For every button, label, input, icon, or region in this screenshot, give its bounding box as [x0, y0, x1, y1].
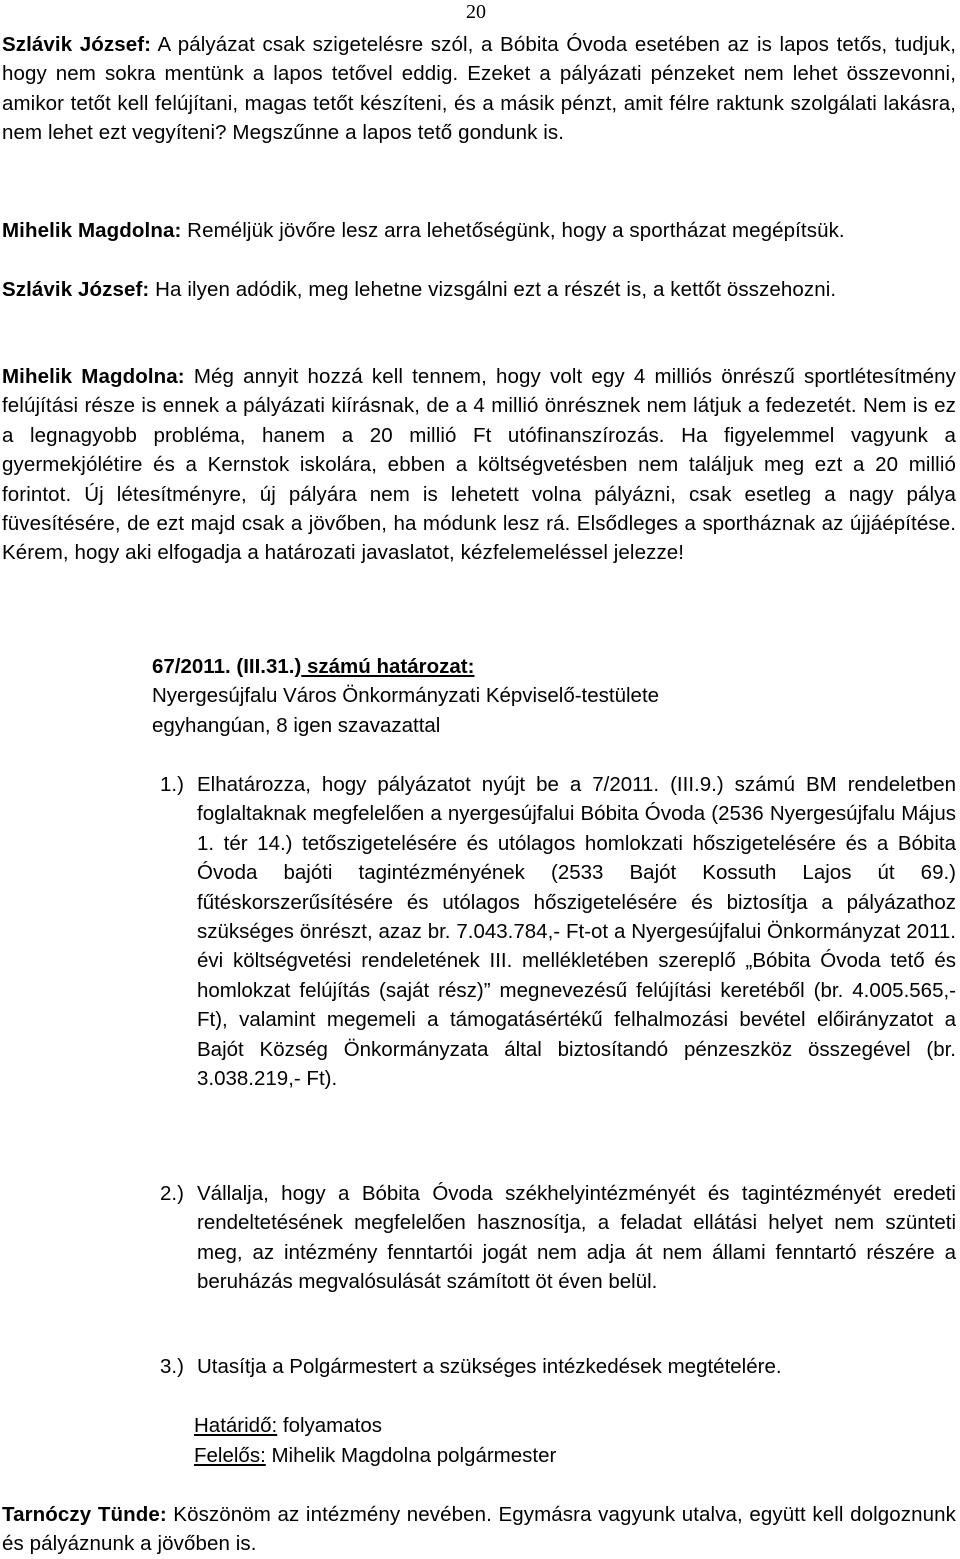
decision-item-2: [160, 1179, 956, 1297]
paragraph-mihelik-1: [2, 216, 956, 245]
speaker-name: Szlávik József:: [2, 33, 152, 56]
paragraph-tarnoczy: [2, 1500, 956, 1559]
responsible-label: Felelős:: [194, 1444, 266, 1467]
paragraph-szlavik-1: [2, 30, 956, 148]
paragraph-text: Még annyit hozzá kell tennem, hogy volt egy 4 milliós önrészű sportlétesítmény felújítási része is ennek a pályázati kiírásnak, de a 4 millió önrésznek nem látjuk a fedezetét. Nem is ez a legnagyobb probléma, hanem a 20 millió Ft utófinanszírozás. Ha figyelemmel vagyunk a gyermekjólétire és a Kernstok iskolára, ebben a költségvetésben nem találjuk meg ezt a 20 millió forintot. Új létesítményre, új pályára nem is lehetett volna pályázni, csak esetleg a nagy pálya füvesítésére, de ezt majd csak a jövőben, ha módunk lesz rá. Elsődleges a sportháznak az újjáépítése. Kérem, hogy aki elfogadja a határozati javaslatot, kézfelemeléssel jelezze!: [2, 365, 956, 565]
item-text: Utasítja a Polgármestert a szükséges intézkedések megtételére.: [197, 1355, 782, 1378]
decision-item-1: [160, 770, 956, 1093]
speaker-name: Mihelik Magdolna:: [2, 365, 185, 388]
speaker-name: Mihelik Magdolna:: [2, 219, 182, 242]
paragraph-szlavik-2: [2, 275, 956, 304]
decision-number: 67/2011. (III.31.): [152, 655, 302, 678]
paragraph-text: Köszönöm az intézmény nevében. Egymásra vagyunk utalva, együtt kell dolgoznunk és pályáznunk a jövőben is.: [2, 1503, 956, 1556]
responsible-line: [194, 1441, 894, 1470]
paragraph-mihelik-2: [2, 362, 956, 568]
deadline-value: folyamatos: [277, 1414, 383, 1437]
item-number: 1.): [160, 773, 184, 796]
item-text: Vállalja, hogy a Bóbita Óvoda székhelyintézményét és tagintézményét eredeti rendeltetésének megfelelően hasznosítja, a feladat ellátási helyet nem szünteti meg, az intézmény fenntartói jogát nem adja át nem állami fenntartó részére a beruházás megvalósulását számított öt éven belül.: [197, 1182, 956, 1294]
deadline-line: [194, 1411, 894, 1440]
item-number: 2.): [160, 1182, 184, 1205]
decision-item-3: [160, 1352, 956, 1381]
decision-label: számú határozat:: [301, 655, 475, 678]
decision-body: Nyergesújfalu Város Önkormányzati Képviselő-testülete: [152, 684, 660, 708]
speaker-name: Tarnóczy Tünde:: [2, 1503, 167, 1526]
page-number: 20: [466, 1, 486, 23]
item-number: 3.): [160, 1355, 184, 1378]
speaker-name: Szlávik József:: [2, 278, 150, 301]
decision-header: [152, 652, 852, 740]
paragraph-text: A pályázat csak szigetelésre szól, a Bóbita Óvoda esetében az is lapos tetős, tudjuk, hogy nem sokra mentünk a lapos tetővel eddig. Ezeket a pályázati pénzeket nem lehet összevonni, amikor tetőt kell felújítani, magas tetőt készíteni, és a másik pénzt, amit félre raktunk szolgálati lakásra, nem lehet ezt vegyíteni? Megszűnne a lapos tető gondunk is.: [2, 33, 957, 145]
paragraph-text: Reméljük jövőre lesz arra lehetőségünk, hogy a sportházat megépítsük.: [181, 219, 845, 242]
decision-title: [152, 652, 852, 681]
responsible-value: Mihelik Magdolna polgármester: [265, 1444, 557, 1467]
item-text: Elhatározza, hogy pályázatot nyújt be a 7/2011. (III.9.) számú BM rendeletben foglaltaknak megfelelően a nyergesújfalui Bóbita Óvoda (2536 Nyergesújfalu Május 1. tér 14.) tetőszigetelésére és utólagos homlokzati hőszigetelésére és a Bóbita Óvoda bajóti tagintézményének (2533 Bajót Kossuth Lajos út 69.) fűtéskorszerűsítésére és utólagos hőszigetelésére és biztosítja a pályázathoz szükséges önrészt, azaz br. 7.043.784,- Ft-ot a Nyergesújfalui Önkormányzat 2011. évi költségvetési rendeletének III. mellékletében szereplő „Bóbita Óvoda tető és homlokzat felújítás (saját rész)” megnevezésű felújítási keretéből (br. 4.005.565,- Ft), valamint megemeli a támogatásértékű felhalmozási bevétel előirányzatot a Bajót Község Önkormányzata által biztosítandó pénzeszköz összegével (br. 3.038.219,- Ft).: [197, 773, 956, 1091]
decision-vote: egyhangúan, 8 igen szavazattal: [152, 713, 441, 737]
paragraph-text: Ha ilyen adódik, meg lehetne vizsgálni ezt a részét is, a kettőt összehozni.: [149, 278, 837, 301]
deadline-label: Határidő:: [194, 1414, 278, 1437]
